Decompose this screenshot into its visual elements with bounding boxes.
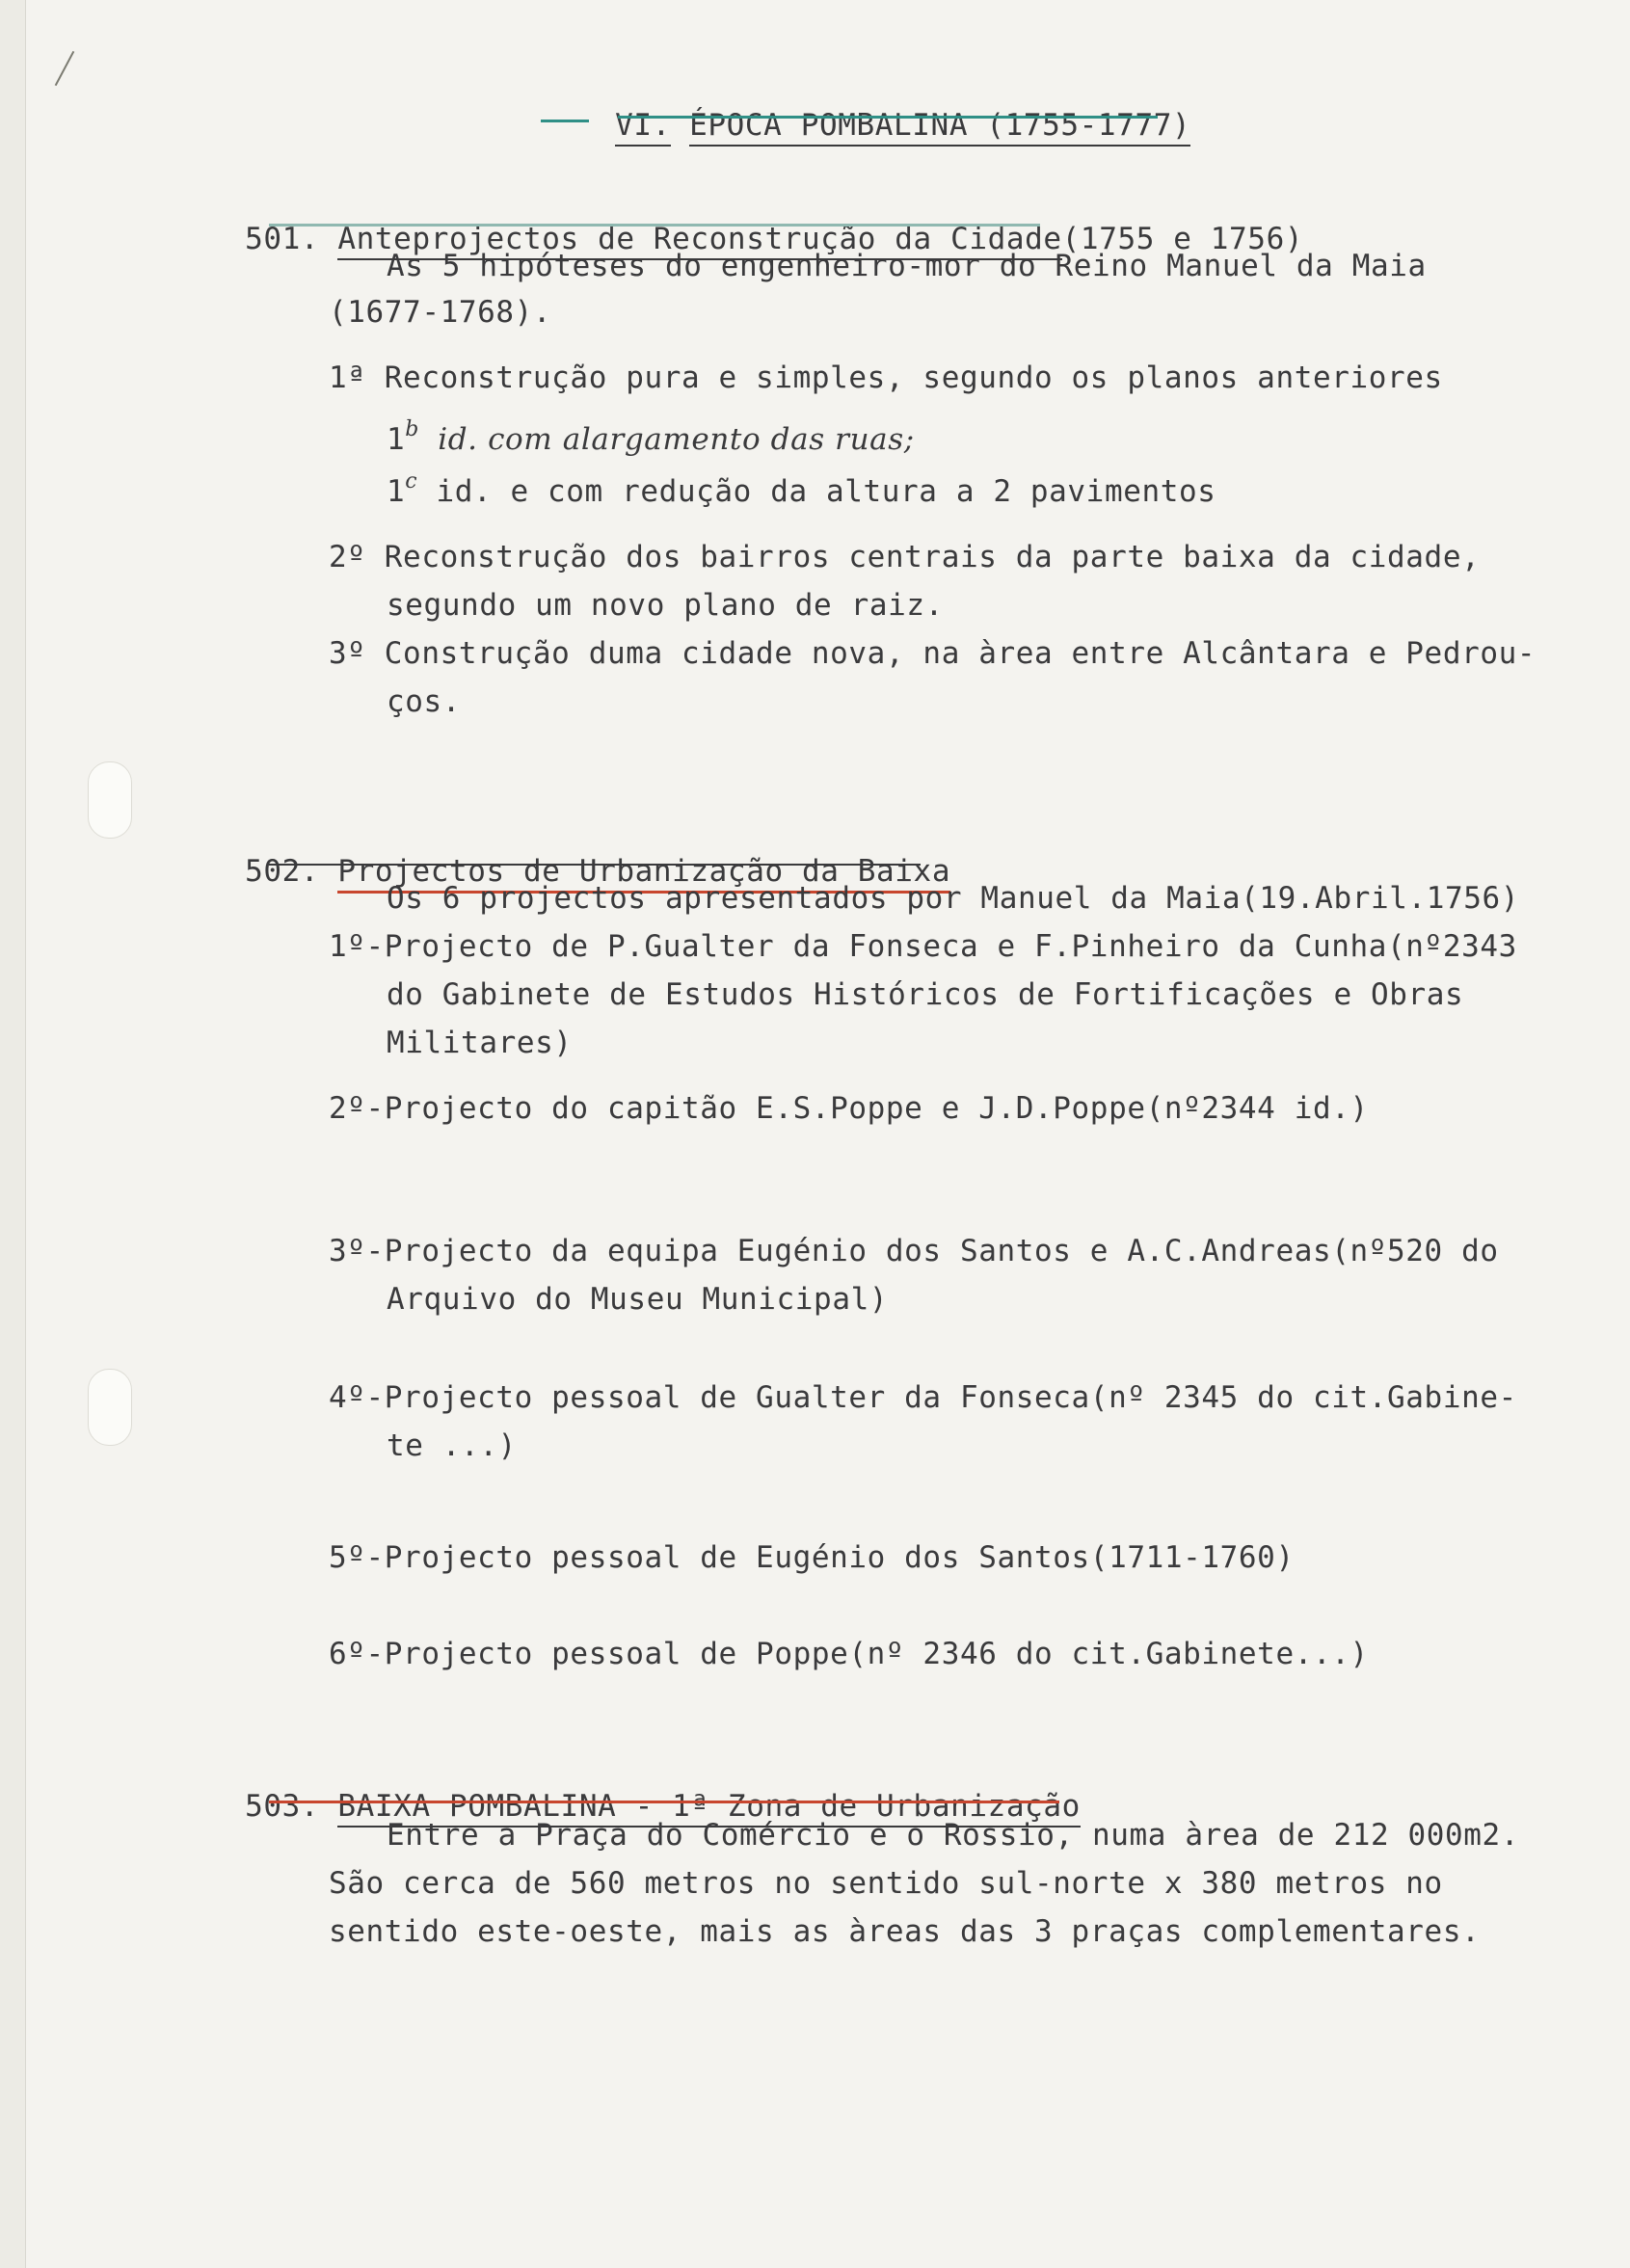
text-line: ços.: [387, 684, 462, 719]
title-underline-teal-2: [618, 116, 1158, 119]
title-text: ÉPOCA POMBALINA (1755-1777): [689, 108, 1190, 147]
text-line: (1677-1768).: [329, 295, 552, 330]
heading-underline-red: [269, 1801, 1059, 1803]
text-line: Os 6 projectos apresentados por Manuel da Maia(19.Abril.1756): [387, 881, 1520, 916]
page-title: [541, 67, 1190, 183]
section-number: 502.: [245, 854, 320, 889]
text-line: Militares): [387, 1026, 573, 1060]
text-line: São cerca de 560 metros no sentido sul-norte x 380 metros no: [329, 1866, 1443, 1901]
section-heading: Projectos de Urbanização da Baixa: [337, 854, 950, 894]
text-line: segundo um novo plano de raiz.: [387, 588, 944, 623]
text-line-1c: 1$^c$ id. e com redução da altura a 2 pavimentos: [387, 469, 1216, 509]
punch-hole-top: [88, 761, 132, 839]
text-line-1b: 1$^b$ id. com alargamento das ruas;: [387, 417, 915, 457]
text-line: 3º-Projecto da equipa Eugénio dos Santos e A.C.Andreas(nº520 do: [329, 1234, 1499, 1268]
text-line: te ...): [387, 1428, 517, 1463]
text-line: Entre a Praça do Comércio e o Rossio, numa àrea de 212 000m2.: [387, 1818, 1520, 1853]
heading-underline-dark: [269, 864, 921, 866]
punch-hole-bottom: [88, 1369, 132, 1446]
section-heading: Anteprojectos de Reconstrução da Cidade: [337, 222, 1061, 260]
text-line: 2º Reconstrução dos bairros centrais da parte baixa da cidade,: [329, 540, 1481, 574]
text-line: sentido este-oeste, mais as àreas das 3 praças complementares.: [329, 1914, 1481, 1949]
text-line: Arquivo do Museu Municipal): [387, 1282, 889, 1317]
text-line: 5º-Projecto pessoal de Eugénio dos Santos(1711-1760): [329, 1540, 1295, 1575]
text-line: 4º-Projecto pessoal de Gualter da Fonseca(nº 2345 do cit.Gabine-: [329, 1380, 1517, 1415]
text-line: 1º-Projecto de P.Gualter da Fonseca e F.Pinheiro da Cunha(nº2343: [329, 929, 1517, 964]
section-number: 501.: [245, 222, 320, 256]
section-number: 503.: [245, 1789, 320, 1824]
text-line: 1ª Reconstrução pura e simples, segundo os planos anteriores: [329, 360, 1443, 395]
pencil-mark: [55, 51, 75, 86]
document-page: [25, 0, 1630, 2268]
text-line: 3º Construção duma cidade nova, na àrea entre Alcântara e Pedrou-: [329, 636, 1536, 671]
heading-underline-teal: [269, 224, 1040, 227]
text-line: 6º-Projecto pessoal de Poppe(nº 2346 do cit.Gabinete...): [329, 1637, 1369, 1671]
text-line: 2º-Projecto do capitão E.S.Poppe e J.D.Poppe(nº2344 id.): [329, 1091, 1369, 1126]
text-line: As 5 hipóteses do engenheiro-mor do Reino Manuel da Maia: [387, 249, 1427, 283]
title-underline-teal: [541, 120, 589, 122]
section-heading: BAIXA POMBALINA - 1ª Zona de Urbanização: [337, 1789, 1081, 1828]
section-heading-suffix: (1755 e 1756): [1061, 222, 1304, 256]
title-roman: VI.: [615, 108, 671, 147]
text-line: do Gabinete de Estudos Históricos de Fortificações e Obras: [387, 977, 1464, 1012]
